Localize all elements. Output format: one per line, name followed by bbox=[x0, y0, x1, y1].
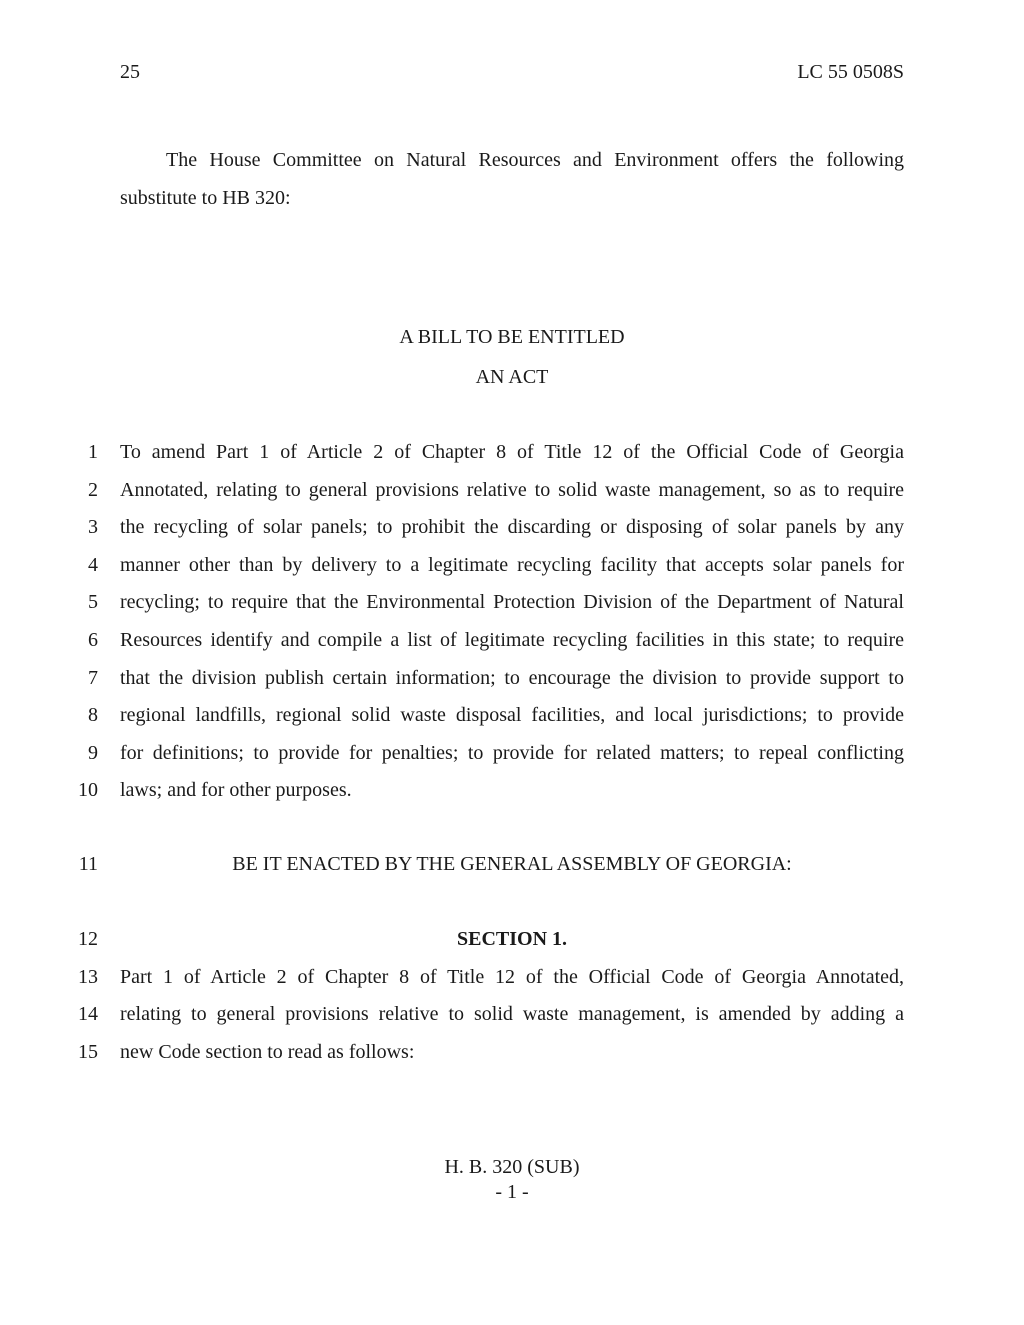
numbered-line bbox=[0, 996, 1024, 1034]
line-number: 3 bbox=[88, 516, 98, 539]
line-text: regional landfills, regional solid waste disposal facilities, and local jurisdictions; to provide bbox=[120, 704, 904, 727]
line-number: 14 bbox=[78, 1003, 98, 1026]
line-number: 9 bbox=[88, 741, 98, 764]
line-text: the recycling of solar panels; to prohibit the discarding or disposing of solar panels by any bbox=[120, 516, 904, 539]
numbered-line bbox=[0, 434, 1024, 472]
numbered-line bbox=[0, 921, 1024, 959]
page-header bbox=[120, 61, 904, 87]
intro-line-1: The House Committee on Natural Resources and Environment offers the following bbox=[166, 149, 904, 171]
page-footer bbox=[120, 1155, 904, 1205]
line-number: 8 bbox=[88, 704, 98, 727]
numbered-line bbox=[0, 472, 1024, 510]
numbered-line bbox=[0, 697, 1024, 735]
line-text: To amend Part 1 of Article 2 of Chapter 8 of Title 12 of the Official Code of Georgia bbox=[120, 441, 904, 463]
line-text: Resources identify and compile a list of legitimate recycling facilities in this state; to require bbox=[120, 628, 904, 651]
bill-title: A BILL TO BE ENTITLED bbox=[399, 326, 625, 348]
line-text: Part 1 of Article 2 of Chapter 8 of Title 12 of the Official Code of Georgia Annotated, bbox=[120, 965, 904, 988]
line-number: 12 bbox=[78, 928, 98, 950]
line-number: 4 bbox=[88, 553, 98, 576]
numbered-line bbox=[0, 584, 1024, 622]
line-number: 2 bbox=[88, 478, 98, 501]
numbered-line bbox=[0, 547, 1024, 585]
act-description bbox=[0, 434, 1024, 810]
line-number: 7 bbox=[88, 666, 98, 689]
substitute-intro bbox=[120, 142, 904, 217]
line-text: for definitions; to provide for penalties; to provide for related matters; to repeal conflicting bbox=[120, 741, 904, 764]
line-number: 13 bbox=[78, 965, 98, 988]
section-1 bbox=[0, 921, 1024, 1071]
line-text: that the division publish certain information; to encourage the division to provide support to bbox=[120, 666, 904, 689]
numbered-line bbox=[0, 846, 1024, 884]
numbered-line bbox=[0, 772, 1024, 810]
line-text: recycling; to require that the Environmental Protection Division of the Department of Natural bbox=[120, 591, 904, 614]
numbered-line bbox=[0, 735, 1024, 773]
numbered-line bbox=[0, 509, 1024, 547]
line-text: laws; and for other purposes. bbox=[120, 779, 352, 802]
line-text: manner other than by delivery to a legitimate recycling facility that accepts solar panels for bbox=[120, 553, 904, 576]
line-text: new Code section to read as follows: bbox=[120, 1040, 415, 1063]
section-heading: SECTION 1. bbox=[456, 928, 568, 950]
line-number: 1 bbox=[88, 441, 98, 463]
act-title: AN ACT bbox=[475, 366, 549, 388]
intro-line-2: substitute to HB 320: bbox=[120, 186, 291, 209]
line-text: Annotated, relating to general provisions relative to solid waste management, so as to require bbox=[120, 478, 904, 501]
numbered-line bbox=[0, 622, 1024, 660]
line-number: 5 bbox=[88, 591, 98, 614]
numbered-line bbox=[0, 660, 1024, 698]
enacting-clause bbox=[0, 846, 1024, 884]
line-number: 15 bbox=[78, 1040, 98, 1063]
line-text: relating to general provisions relative to solid waste management, is amended by adding a bbox=[120, 1003, 904, 1026]
line-number: 11 bbox=[78, 853, 98, 875]
line-number: 6 bbox=[88, 628, 98, 651]
header-page-number: 25 bbox=[120, 61, 140, 83]
numbered-line bbox=[0, 959, 1024, 997]
numbered-line bbox=[0, 1034, 1024, 1072]
footer-page-label: - 1 - bbox=[495, 1181, 529, 1203]
header-document-code: LC 55 0508S bbox=[797, 61, 904, 83]
footer-bill-reference: H. B. 320 (SUB) bbox=[444, 1156, 580, 1178]
line-number: 10 bbox=[78, 779, 98, 802]
enacting-text: BE IT ENACTED BY THE GENERAL ASSEMBLY OF GEORGIA: bbox=[232, 853, 792, 875]
